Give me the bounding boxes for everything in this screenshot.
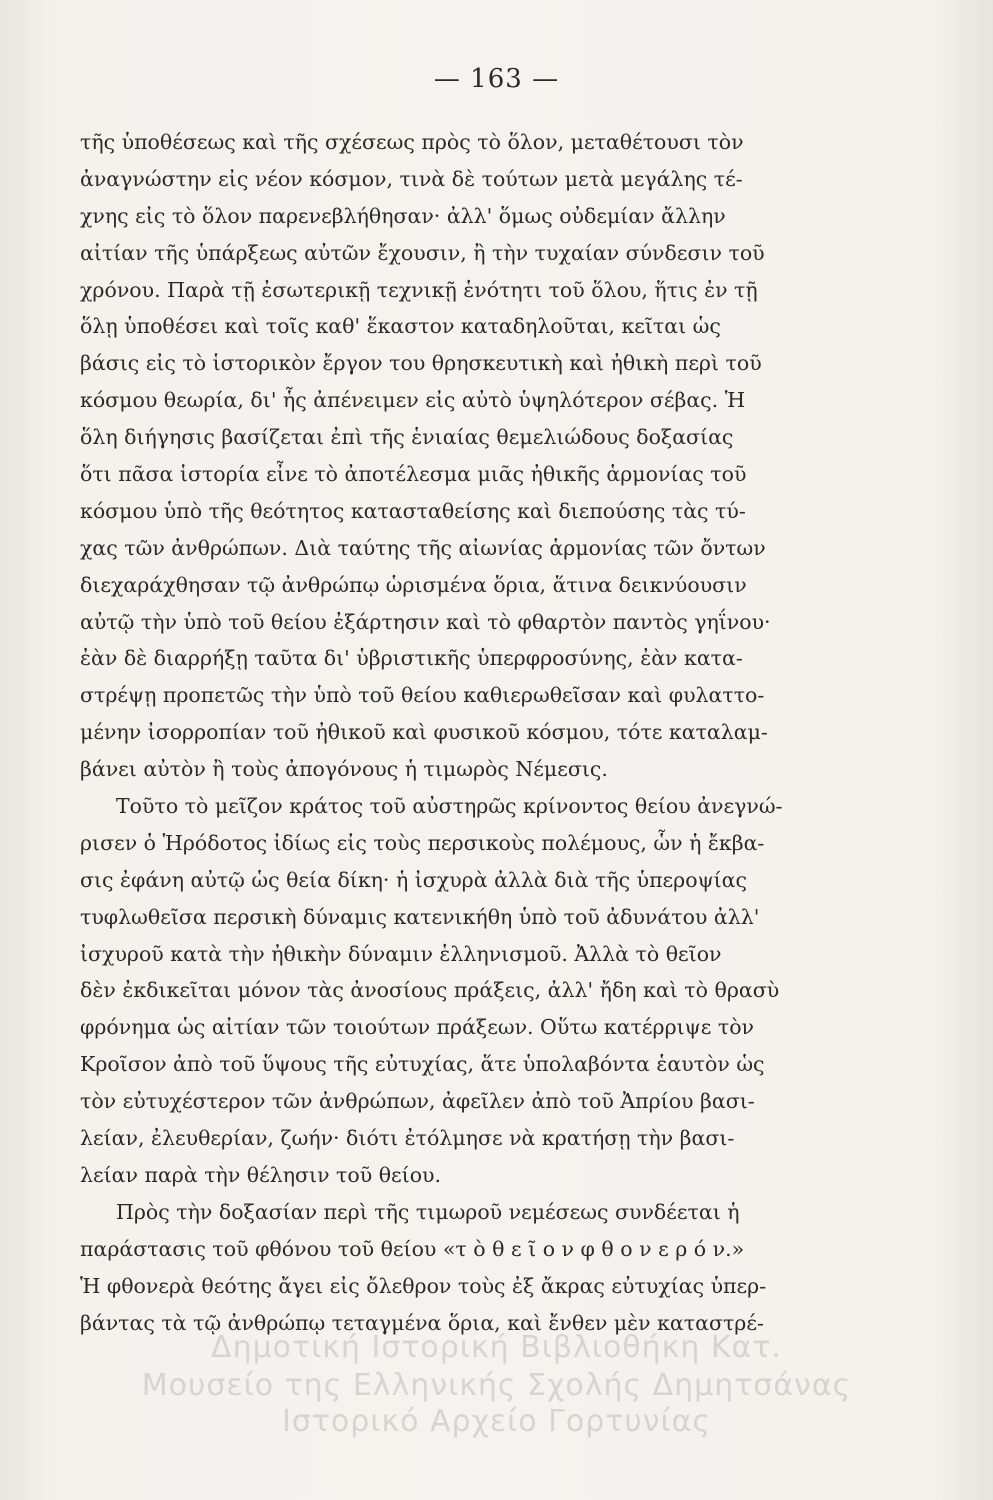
text-line: Πρὸς τὴν δοξασίαν περὶ τῆς τιμωροῦ νεμέσεως συνδέεται ἡ xyxy=(116,1199,740,1224)
text-line: αὐτῷ τὴν ὑπὸ τοῦ θείου ἐξάρτησιν καὶ τὸ φθαρτὸν παντὸς γηΐνου· xyxy=(80,609,771,634)
text-line: Ἡ φθονερὰ θεότης ἄγει εἰς ὄλεθρον τοὺς ἐξ ἄκρας εὐτυχίας ὑπερ- xyxy=(80,1273,767,1298)
text-line: στρέψῃ προπετῶς τὴν ὑπὸ τοῦ θείου καθιερωθεῖσαν καὶ φυλαττο- xyxy=(80,683,765,708)
watermark-line-1: Δημοτική Ιστορική Βιβλιοθήκη Κατ. xyxy=(211,1330,782,1365)
text-line: διεχαράχθησαν τῷ ἀνθρώπῳ ὡρισμένα ὅρια, ἅτινα δεικνύουσιν xyxy=(80,572,747,597)
text-line: σις ἐφάνη αὐτῷ ὡς θεία δίκη· ἡ ἰσχυρὰ ἀλλὰ διὰ τῆς ὑπεροψίας xyxy=(80,867,748,892)
text-line: ρισεν ὁ Ἡρόδοτος ἰδίως εἰς τοὺς περσικοὺς πολέμους, ὧν ἡ ἔκβα- xyxy=(80,830,765,855)
text-line: κόσμου θεωρία, δι' ἧς ἀπένειμεν εἰς αὐτὸ ὑψηλότερον σέβας. Ἡ xyxy=(80,388,746,413)
text-line: χνης εἰς τὸ ὅλον παρενεβλήθησαν· ἀλλ' ὅμως οὐδεμίαν ἄλλην xyxy=(80,203,726,228)
text-line: ὅλη διήγησις βασίζεται ἐπὶ τῆς ἑνιαίας θεμελιώδους δοξασίας xyxy=(80,425,734,450)
text-line: ἰσχυροῦ κατὰ τὴν ἠθικὴν δύναμιν ἑλληνισμοῦ. Ἀλλὰ τὸ θεῖον xyxy=(80,941,722,966)
text-line: δὲν ἐκδικεῖται μόνον τὰς ἀνοσίους πράξεις, ἀλλ' ἤδη καὶ τὸ θρασὺ xyxy=(80,978,780,1003)
text-line: βάσις εἰς τὸ ἱστορικὸν ἔργον του θρησκευτικὴ καὶ ἠθικὴ περὶ τοῦ xyxy=(80,351,762,376)
text-line: τυφλωθεῖσα περσικὴ δύναμις κατενικήθη ὑπὸ τοῦ ἀδυνάτου ἀλλ' xyxy=(80,904,760,929)
watermark-line-3: Ιστορικό Αρχείο Γορτυνίας xyxy=(281,1404,712,1439)
text-line: λείαν, ἐλευθερίαν, ζωήν· διότι ἐτόλμησε νὰ κρατήσῃ τὴν βασι- xyxy=(80,1126,735,1151)
text-line: αἰτίαν τῆς ὑπάρξεως αὐτῶν ἔχουσιν, ἢ τὴν τυχαίαν σύνδεσιν τοῦ xyxy=(80,240,765,265)
text-line: Τοῦτο τὸ μεῖζον κράτος τοῦ αὐστηρῶς κρίνοντος θείου ἀνεγνώ- xyxy=(116,794,783,819)
page-number: — 163 — xyxy=(433,64,560,94)
text-line: Κροῖσον ἀπὸ τοῦ ὕψους τῆς εὐτυχίας, ἅτε ὑπολαβόντα ἑαυτὸν ὡς xyxy=(80,1052,765,1077)
text-line: λείαν παρὰ τὴν θέλησιν τοῦ θείου. xyxy=(80,1162,442,1187)
watermark-line-2: Μουσείο της Ελληνικής Σχολής Δημητσάνας xyxy=(141,1368,852,1403)
body-text xyxy=(80,124,925,1341)
text-line: χας τῶν ἀνθρώπων. Διὰ ταύτης τῆς αἰωνίας ἁρμονίας τῶν ὄντων xyxy=(80,535,766,560)
text-line: τῆς ὑποθέσεως καὶ τῆς σχέσεως πρὸς τὸ ὅλον, μεταθέτουσι τὸν xyxy=(80,130,744,154)
text-line: βάντας τὰ τῷ ἀνθρώπῳ τεταγμένα ὅρια, καὶ ἔνθεν μὲν καταστρέ- xyxy=(80,1310,764,1335)
text-line: κόσμου ὑπὸ τῆς θεότητος κατασταθείσης καὶ διεπούσης τὰς τύ- xyxy=(80,498,746,523)
text-line: ὅλῃ ὑποθέσει καὶ τοῖς καθ' ἕκαστον καταδηλοῦται, κεῖται ὡς xyxy=(80,314,721,339)
text-line: ἀναγνώστην εἰς νέον κόσμον, τινὰ δὲ τούτων μετὰ μεγάλης τέ- xyxy=(80,166,743,191)
text-line: χρόνου. Παρὰ τῇ ἐσωτερικῇ τεχνικῇ ἑνότητι τοῦ ὅλου, ἥτις ἐν τῇ xyxy=(80,277,758,302)
text-line: τὸν εὐτυχέστερον τῶν ἀνθρώπων, ἀφεῖλεν ἀπὸ τοῦ Ἀπρίου βασι- xyxy=(80,1089,755,1114)
text-line: παράστασις τοῦ φθόνου τοῦ θείου «τ ὸ θ ε ῖ ο ν φ θ ο ν ε ρ ό ν.» xyxy=(80,1236,745,1261)
text-line: ὅτι πᾶσα ἱστορία εἶνε τὸ ἀποτέλεσμα μιᾶς ἠθικῆς ἁρμονίας τοῦ xyxy=(80,462,747,487)
text-line: ἐὰν δὲ διαρρήξῃ ταῦτα δι' ὑβριστικῆς ὑπερφροσύνης, ἐὰν κατα- xyxy=(80,646,743,671)
text-line: φρόνημα ὡς αἰτίαν τῶν τοιούτων πράξεων. Οὕτω κατέρριψε τὸν xyxy=(80,1015,755,1040)
text-line: βάνει αὐτὸν ἢ τοὺς ἀπογόνους ἡ τιμωρὸς Νέμεσις. xyxy=(80,757,608,782)
text-line: μένην ἰσορροπίαν τοῦ ἠθικοῦ καὶ φυσικοῦ κόσμου, τότε καταλαμ- xyxy=(80,720,768,745)
